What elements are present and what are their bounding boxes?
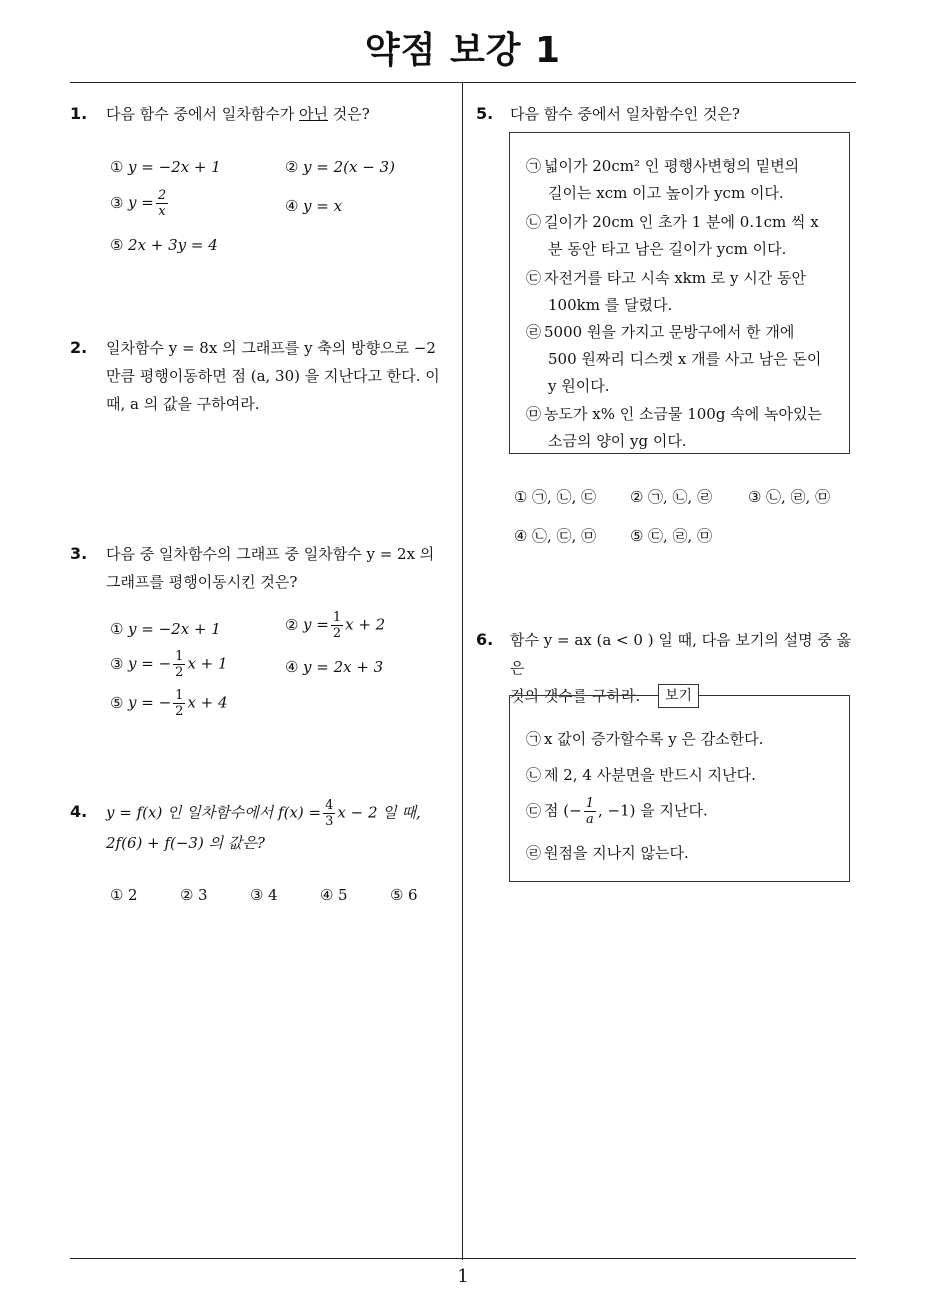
bogi-item: ㉣ 원점을 지나지 않는다.	[526, 844, 689, 862]
bogi-item: ㉢ 점 (− $\frac{1}{a}$ , −1) 을 지난다.	[526, 796, 708, 827]
bogi-label: 보기	[658, 684, 699, 708]
option-2[interactable]: ② y = 2(x − 3)	[285, 158, 395, 176]
question-number: 2.	[70, 338, 88, 357]
option-4[interactable]: ④ y = x	[285, 197, 343, 215]
option-5[interactable]: ⑤ 2x + 3y = 4	[110, 236, 218, 254]
column-divider	[462, 83, 463, 1260]
option-3[interactable]: ③ y = − $\frac{1}{2}$ x + 1	[110, 649, 228, 680]
option-2[interactable]: ② 3	[180, 886, 208, 904]
question-number: 3.	[70, 544, 88, 563]
option-3[interactable]: ③ 4	[250, 886, 278, 904]
footer-divider	[70, 1258, 856, 1259]
header-divider	[70, 82, 856, 83]
option-3[interactable]: ③ y = $\frac{2}{x}$	[110, 188, 167, 219]
underlined-word: 아닌	[298, 105, 328, 123]
option-3[interactable]: ③ ㉡, ㉣, ㉤	[748, 488, 831, 506]
page-number: 1	[457, 1266, 469, 1287]
question-text: 일차함수 y = 8x 의 그래프를 y 축의 방향으로 −2 만큼 평행이동하면 점 (a, 30) 을 지난다고 한다. 이 때, a 의 값을 구하여라.	[106, 339, 440, 413]
statement-item: ㉡ 길이가 20cm 인 초가 1 분에 0.1cm 씩 x 분 동안 타고 남은 길이가 ycm 이다.	[526, 213, 819, 258]
option-5[interactable]: ⑤ ㉢, ㉣, ㉤	[630, 527, 713, 545]
question-text: 다음 중 일차함수의 그래프 중 일차함수 y = 2x 의 그래프를 평행이동시킨 것은?	[106, 545, 435, 591]
option-4[interactable]: ④ y = 2x + 3	[285, 658, 384, 676]
option-2[interactable]: ② y = $\frac{1}{2}$ x + 2	[285, 610, 386, 641]
question-number: 5.	[476, 104, 494, 123]
option-5[interactable]: ⑤ y = − $\frac{1}{2}$ x + 4	[110, 688, 228, 719]
option-4[interactable]: ④ 5	[320, 886, 348, 904]
question-text: 함수 y = ax (a < 0 ) 일 때, 다음 보기의 설명 중 옳은 것의 갯수를 구하라.	[510, 631, 852, 705]
option-2[interactable]: ② ㉠, ㉡, ㉣	[630, 488, 713, 506]
question-number: 1.	[70, 104, 88, 123]
page-title: 약점 보강 1	[364, 30, 562, 71]
option-5[interactable]: ⑤ 6	[390, 886, 418, 904]
statement-item: ㉠ 넓이가 20cm² 인 평행사변형의 밑변의 길이는 xcm 이고 높이가 ycm 이다.	[526, 157, 800, 202]
statement-item: ㉣ 5000 원을 가지고 문방구에서 한 개에 500 원짜리 디스켓 x 개를 사고 남은 돈이 y 원이다.	[526, 323, 822, 395]
question-text: 다음 함수 중에서 일차함수인 것은?	[510, 105, 740, 123]
question-text: y = f(x) 인 일차함수에서 f(x) = $\frac{4}{3}$ x − 2 일 때, 2f(6) + f(−3) 의 값은?	[106, 798, 421, 852]
option-1[interactable]: ① y = −2x + 1	[110, 158, 221, 176]
option-1[interactable]: ① y = −2x + 1	[110, 620, 221, 638]
bogi-item: ㉠ x 값이 증가할수록 y 은 감소한다.	[526, 730, 764, 748]
question-number: 4.	[70, 802, 88, 821]
option-1[interactable]: ① 2	[110, 886, 138, 904]
statement-item: ㉢ 자전거를 타고 시속 xkm 로 y 시간 동안 100km 를 달렸다.	[526, 269, 806, 314]
bogi-box	[509, 695, 850, 882]
option-4[interactable]: ④ ㉡, ㉢, ㉤	[514, 527, 597, 545]
option-1[interactable]: ① ㉠, ㉡, ㉢	[514, 488, 597, 506]
question-number: 6.	[476, 630, 494, 649]
statement-item: ㉤ 농도가 x% 인 소금물 100g 속에 녹아있는 소금의 양이 yg 이다.	[526, 405, 822, 450]
bogi-item: ㉡ 제 2, 4 사분면을 반드시 지난다.	[526, 766, 756, 784]
question-text: 다음 함수 중에서 일차함수가 아닌 것은?	[106, 105, 370, 123]
statement-box	[509, 132, 850, 454]
